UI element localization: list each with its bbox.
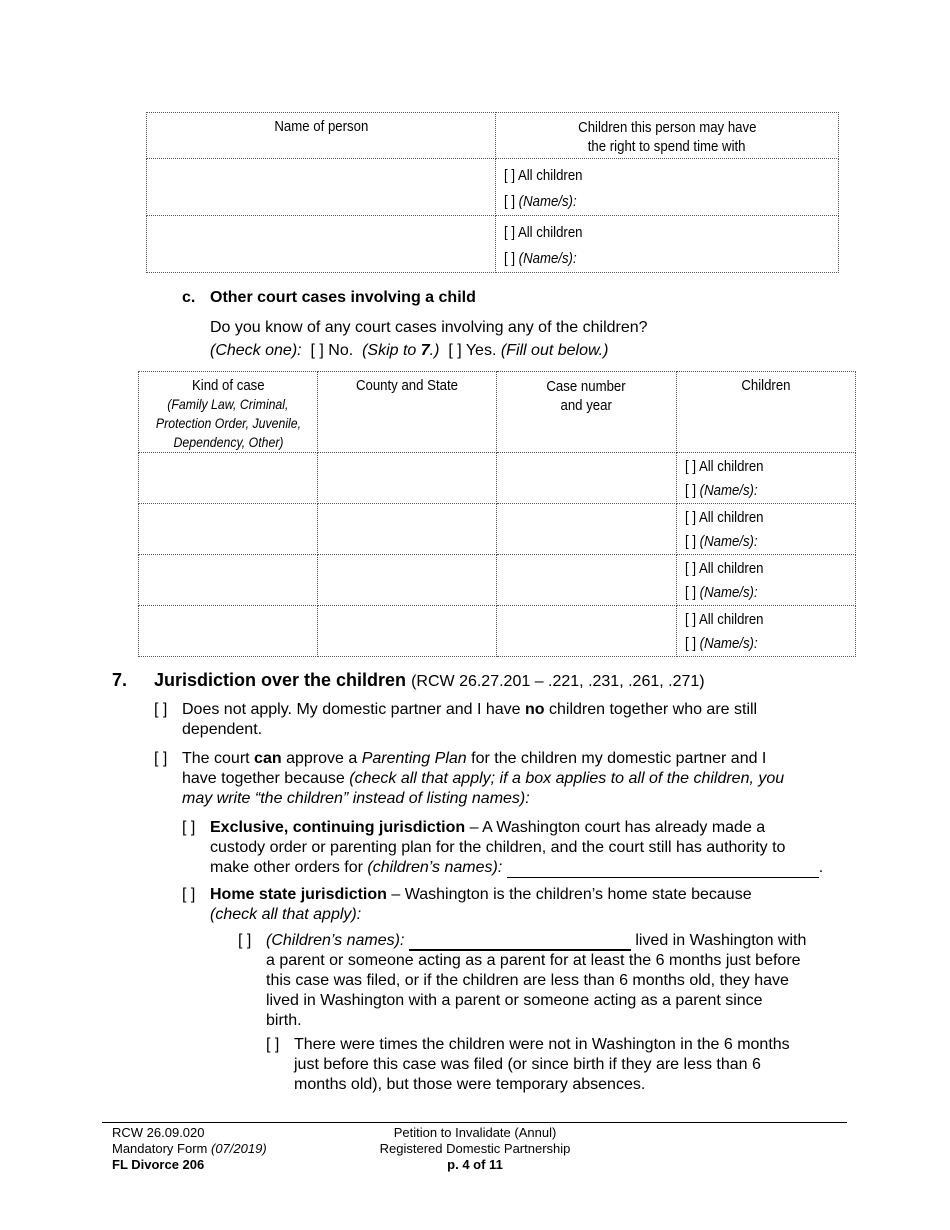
does-not-apply-checkbox[interactable]: [ ] bbox=[154, 701, 168, 718]
footer-center: Petition to Invalidate (Annul) Registered Domestic Partnership p. 4 of 11 bbox=[379, 1125, 571, 1172]
names-checkbox[interactable]: [ ] (Name/s): bbox=[684, 635, 758, 652]
temporary-absences-checkbox[interactable]: [ ] bbox=[266, 1036, 280, 1053]
section-7-heading: Jurisdiction over the children (RCW 26.27.201 – .221, .231, .261, .271) bbox=[154, 670, 705, 690]
children-cell bbox=[495, 216, 838, 273]
county-cell[interactable] bbox=[318, 504, 497, 555]
children-cell bbox=[676, 555, 855, 606]
home-state-text: Home state jurisdiction – Washington is the children’s home state because (check all that apply): bbox=[210, 886, 752, 923]
all-children-checkbox[interactable]: [ ] All children bbox=[503, 224, 583, 241]
footer-left: RCW 26.09.020 Mandatory Form (07/2019) FL Divorce 206 bbox=[112, 1125, 267, 1172]
kind-cell[interactable] bbox=[139, 555, 318, 606]
county-cell[interactable] bbox=[318, 555, 497, 606]
person-name-cell[interactable] bbox=[147, 216, 496, 273]
county-cell[interactable] bbox=[318, 453, 497, 504]
header-children: Children bbox=[676, 372, 855, 453]
home-state-names-input[interactable] bbox=[409, 932, 631, 951]
children-cell bbox=[495, 159, 838, 216]
table-row bbox=[139, 606, 856, 657]
names-checkbox[interactable]: [ ] (Name/s): bbox=[684, 482, 758, 499]
no-checkbox[interactable]: [ ] No. bbox=[310, 342, 354, 359]
all-children-checkbox[interactable]: [ ] All children bbox=[503, 167, 583, 184]
children-lived-text: (Children’s names): lived in Washington with a parent or someone acting as a parent for at least the 6 months just before this case was filed, or if the children are less than 6 months old, they have lived in Washington with a parent or someone acting as a parent since birth. bbox=[266, 932, 807, 1029]
county-cell[interactable] bbox=[318, 606, 497, 657]
exclusive-jurisdiction-checkbox[interactable]: [ ] bbox=[182, 819, 196, 836]
all-children-checkbox[interactable]: [ ] All children bbox=[684, 509, 764, 526]
all-children-checkbox[interactable]: [ ] All children bbox=[684, 458, 764, 475]
section-7-number: 7. bbox=[112, 670, 128, 690]
footer-rule bbox=[102, 1122, 847, 1123]
section-c-title: Other court cases involving a child bbox=[210, 289, 476, 306]
children-cell bbox=[676, 453, 855, 504]
header-county-state: County and State bbox=[318, 372, 497, 453]
court-can-approve-text: The court can approve a Parenting Plan for the children my domestic partner and I have together because (check all that apply; if a box applies to all of the children, you may write “the children” instead of listing names): bbox=[182, 750, 785, 807]
header-kind-of-case: Kind of case (Family Law, Criminal, Protection Order, Juvenile, Dependency, Other) bbox=[139, 372, 318, 453]
header-children-rights: Children this person may have the right to spend time with bbox=[495, 113, 838, 159]
persons-table bbox=[146, 112, 839, 273]
header-case-number: Case number and year bbox=[497, 372, 676, 453]
names-checkbox[interactable]: [ ] (Name/s): bbox=[684, 584, 758, 601]
all-children-checkbox[interactable]: [ ] All children bbox=[684, 560, 764, 577]
children-cell bbox=[676, 504, 855, 555]
children-lived-checkbox[interactable]: [ ] bbox=[238, 932, 252, 949]
person-name-cell[interactable] bbox=[147, 159, 496, 216]
case-number-cell[interactable] bbox=[497, 453, 676, 504]
case-number-cell[interactable] bbox=[497, 504, 676, 555]
all-children-checkbox[interactable]: [ ] All children bbox=[684, 611, 764, 628]
table-row bbox=[147, 159, 839, 216]
yes-checkbox[interactable]: [ ] Yes. bbox=[448, 342, 497, 359]
kind-cell[interactable] bbox=[139, 504, 318, 555]
kind-cell[interactable] bbox=[139, 606, 318, 657]
does-not-apply-text: Does not apply. My domestic partner and I have no children together who are still dependent. bbox=[182, 701, 758, 738]
names-checkbox[interactable]: [ ] (Name/s): bbox=[503, 193, 577, 210]
temporary-absences-text: There were times the children were not in Washington in the 6 months just before this case was filed (or since birth if they are less than 6 months old), but those were temporary absences. bbox=[294, 1036, 790, 1093]
children-cell bbox=[676, 606, 855, 657]
table-row bbox=[139, 555, 856, 606]
names-checkbox[interactable]: [ ] (Name/s): bbox=[503, 250, 577, 267]
section-c-question: Do you know of any court cases involving any of the children? bbox=[210, 319, 648, 336]
table-row bbox=[147, 216, 839, 273]
court-can-approve-checkbox[interactable]: [ ] bbox=[154, 750, 168, 767]
section-c-check-line: (Check one): [ ] No. (Skip to 7.) [ ] Yes. (Fill out below.) bbox=[210, 342, 609, 359]
header-name-of-person: Name of person bbox=[147, 113, 496, 159]
case-number-cell[interactable] bbox=[497, 606, 676, 657]
kind-cell[interactable] bbox=[139, 453, 318, 504]
home-state-checkbox[interactable]: [ ] bbox=[182, 886, 196, 903]
exclusive-jurisdiction-text: Exclusive, continuing jurisdiction – A Washington court has already made a custody order or parenting plan for the children, and the court still has authority to make other orders for (children’s names): . bbox=[210, 819, 824, 876]
case-number-cell[interactable] bbox=[497, 555, 676, 606]
section-c-letter: c. bbox=[182, 289, 196, 306]
court-cases-table bbox=[138, 371, 856, 657]
table-row bbox=[139, 504, 856, 555]
table-row bbox=[139, 453, 856, 504]
children-names-input[interactable] bbox=[507, 859, 819, 878]
names-checkbox[interactable]: [ ] (Name/s): bbox=[684, 533, 758, 550]
